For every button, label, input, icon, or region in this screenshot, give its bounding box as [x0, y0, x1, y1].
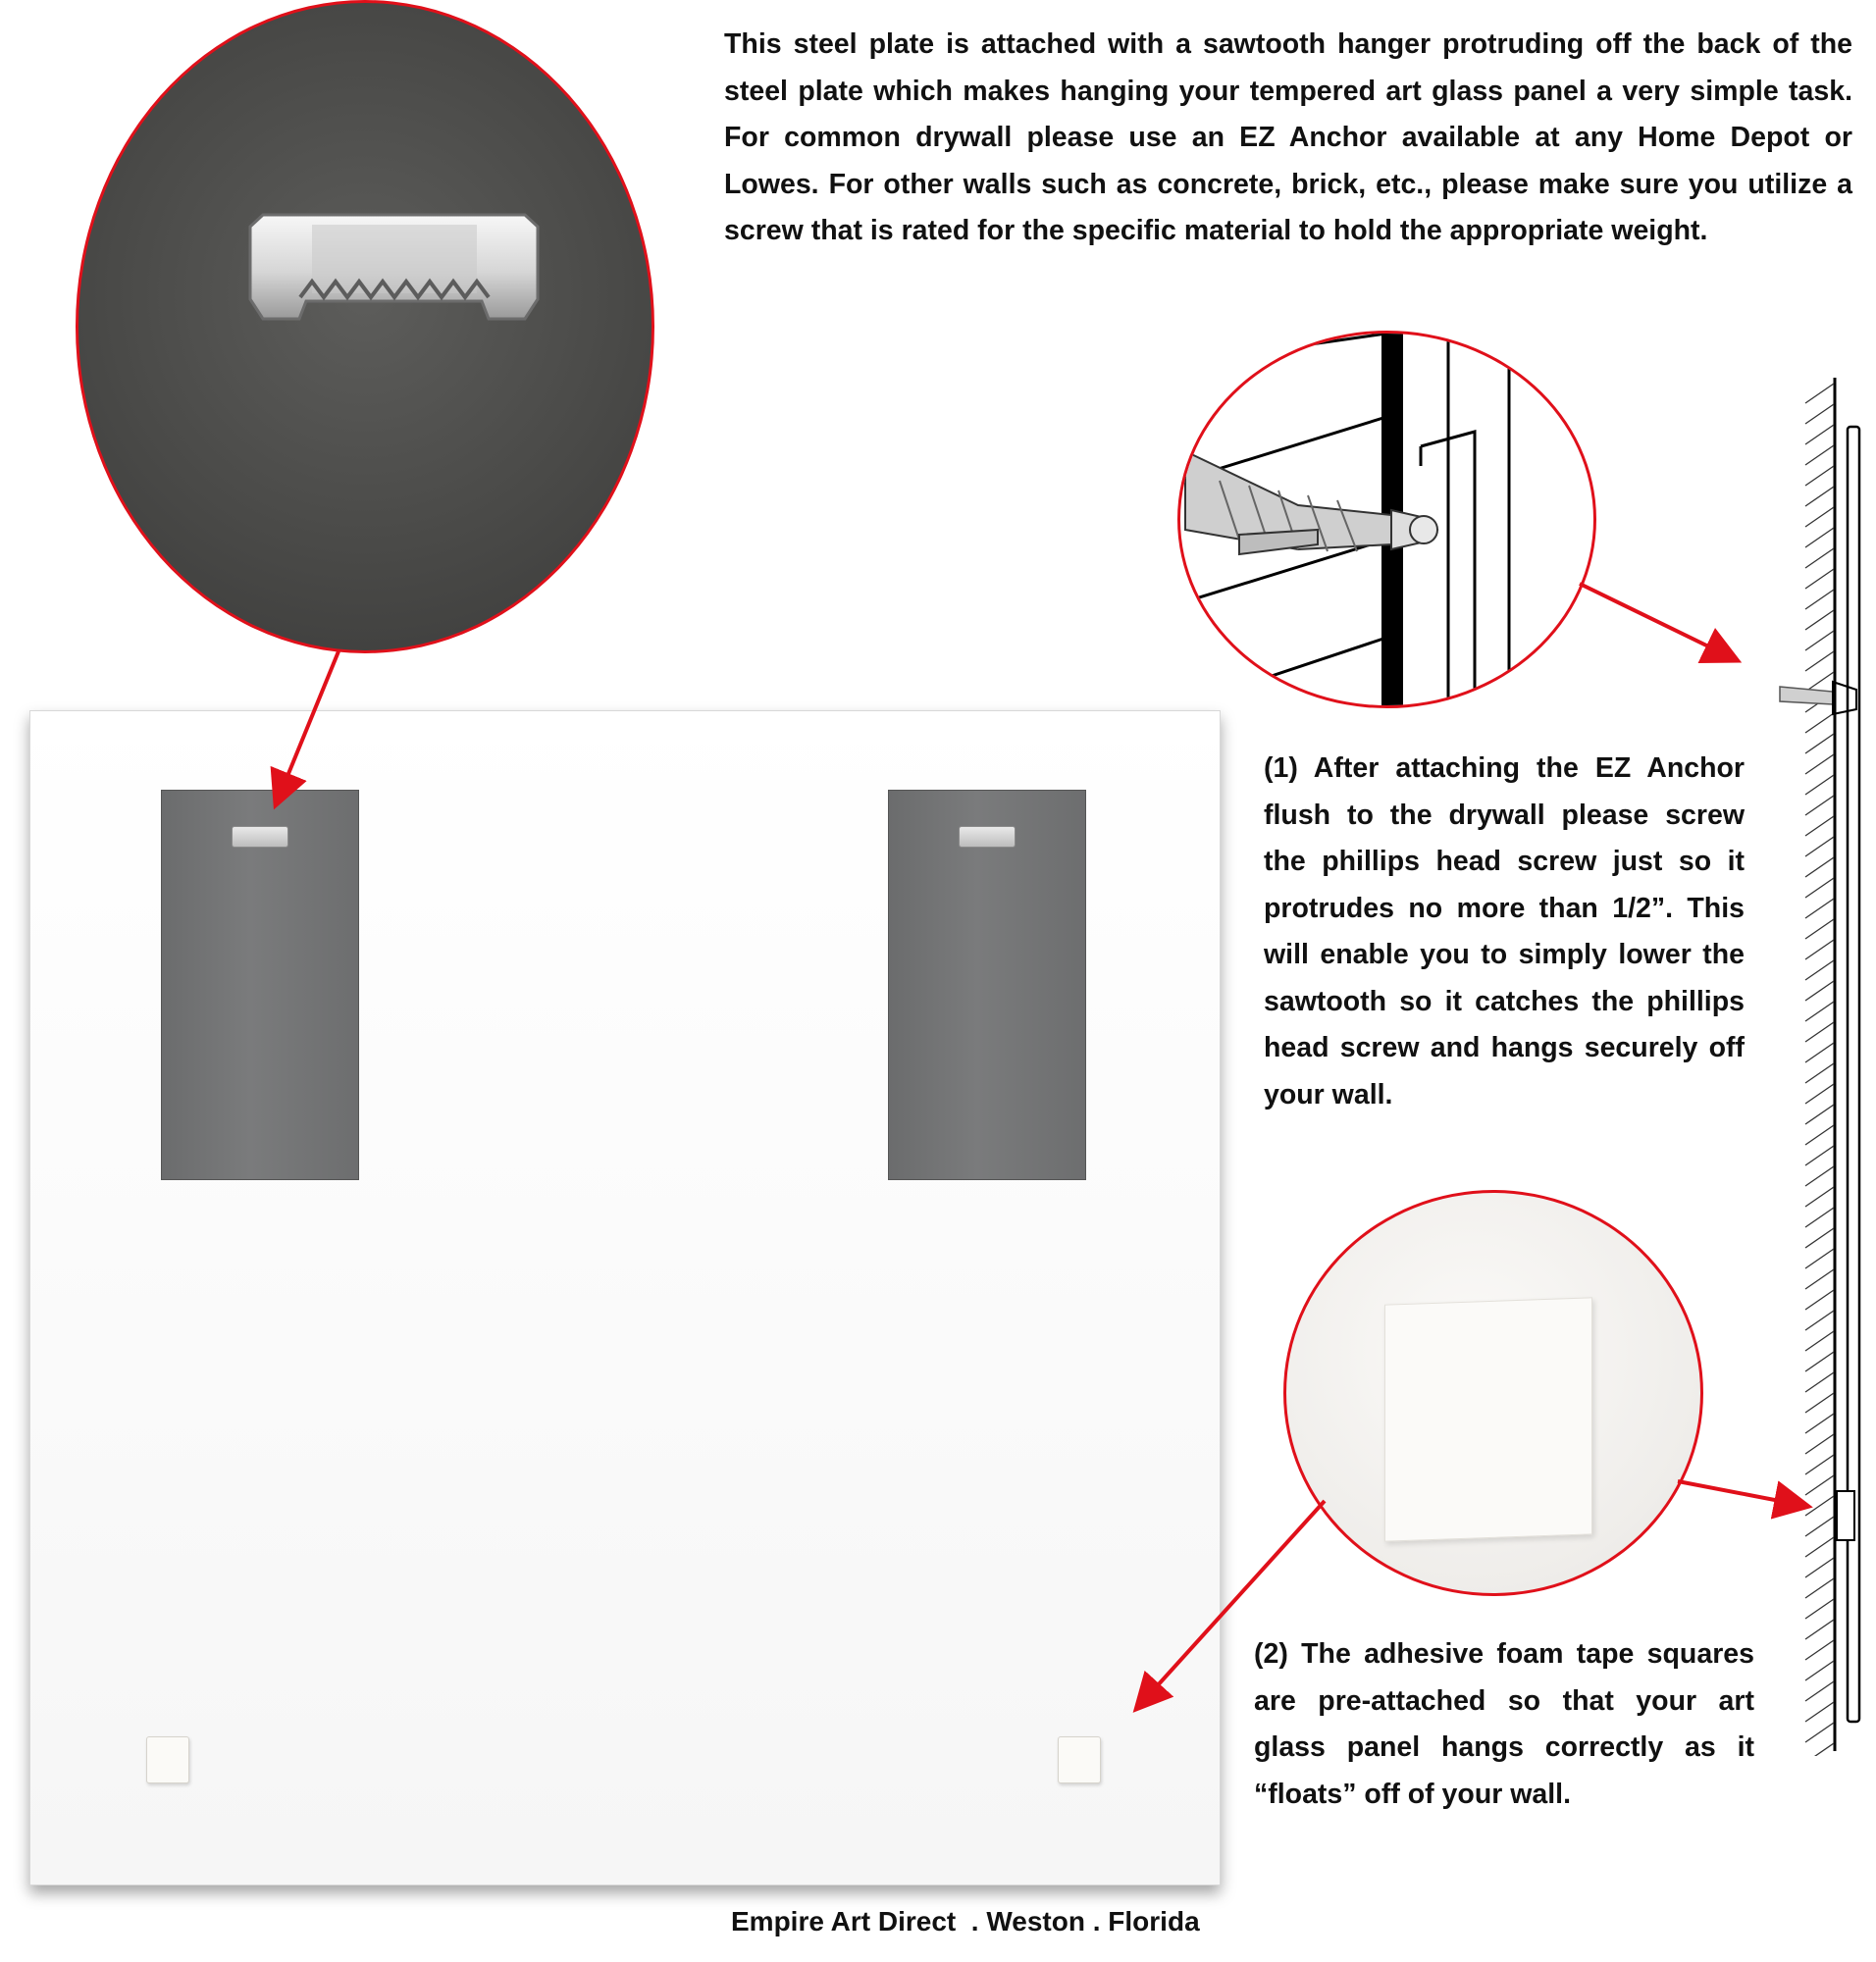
arrow-to-hanger: [277, 651, 339, 802]
step-1-text: (1) After attaching the EZ Anchor flush to the drywall please screw the phillips head screw just so it protrudes no more than 1/2”. This will enable you to simply lower the sawtooth so it catches the phillips head screw and hangs securely off your wall.: [1264, 752, 1745, 1110]
arrow-to-foam-profile: [1678, 1481, 1805, 1506]
arrow-to-screw: [1580, 584, 1735, 659]
step-2-text: (2) The adhesive foam tape squares are pre-attached so that your art glass panel hangs correctly as it “floats” off of your wall.: [1254, 1638, 1754, 1810]
footer-credit: Empire Art Direct . Weston . Florida: [731, 1906, 1200, 1936]
intro-paragraph: This steel plate is attached with a sawtooth hanger protruding off the back of the steel plate which makes hanging your tempered art glass panel a very simple task. For common drywall please use an EZ Anchor available at any Home Depot or Lowes. For other walls such as concrete, brick, etc., please make sure you utilize a screw that is rated for the specific material to hold the appropriate weight.: [724, 28, 1852, 246]
arrow-to-foam-square: [1138, 1501, 1325, 1707]
